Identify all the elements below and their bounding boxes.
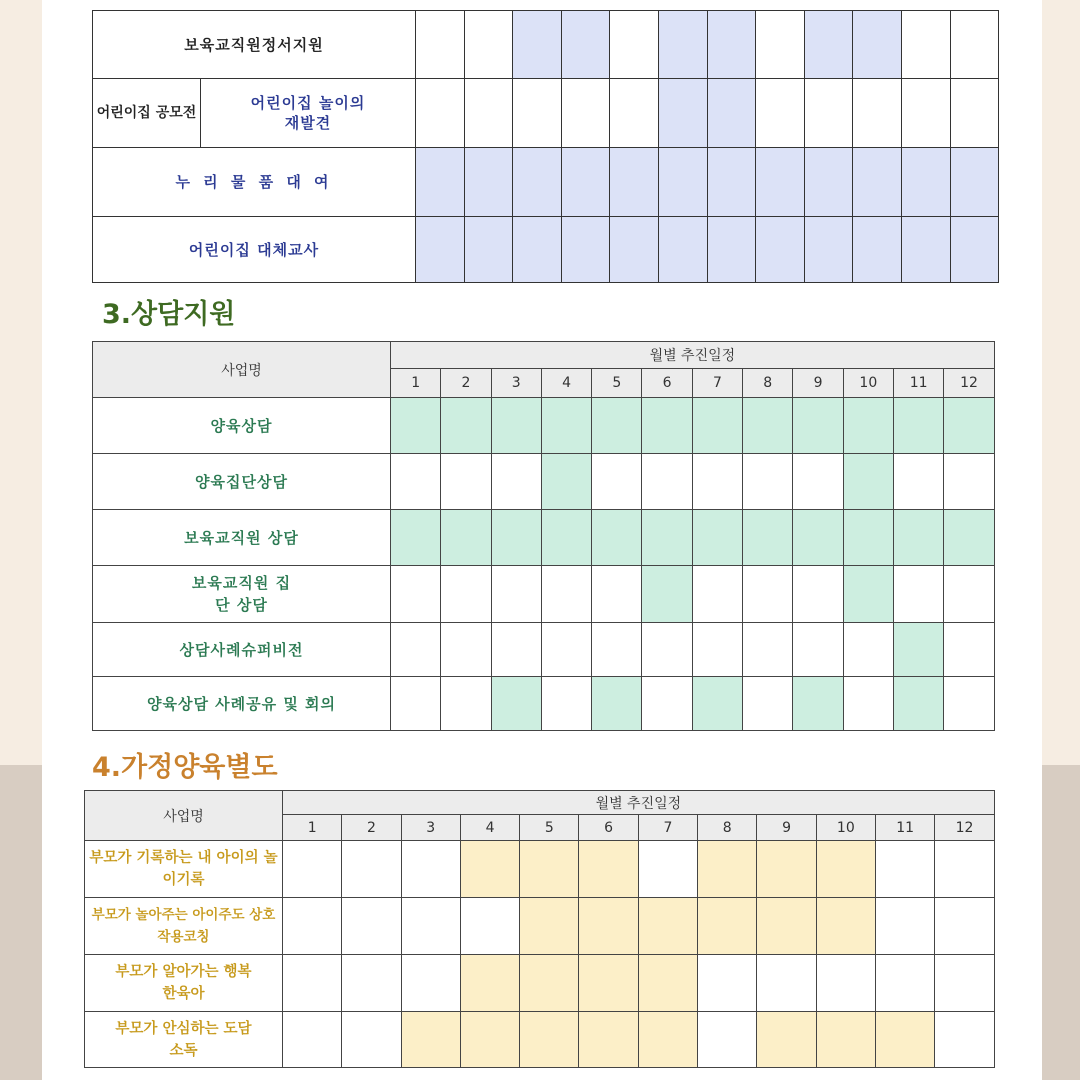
row-label: 누 리 물 품 대 여 xyxy=(93,148,416,217)
row-label: 부모가 놀아주는 아이주도 상호작용코칭 xyxy=(85,898,283,955)
month-cell xyxy=(592,623,642,677)
month-cell xyxy=(460,898,519,955)
schedule-table-top xyxy=(92,10,999,283)
month-cell xyxy=(756,79,805,148)
month-cell xyxy=(642,454,692,510)
month-header: 3 xyxy=(491,369,541,398)
month-cell xyxy=(610,11,659,79)
month-cell xyxy=(893,623,943,677)
month-header: 2 xyxy=(342,815,401,841)
month-header: 6 xyxy=(579,815,638,841)
table-row xyxy=(85,898,995,955)
row-label: 부모가 알아가는 행복한육아 xyxy=(85,955,283,1012)
month-cell xyxy=(513,79,562,148)
month-cell xyxy=(950,217,999,283)
month-header: 4 xyxy=(460,815,519,841)
month-cell xyxy=(698,1012,757,1068)
table-row xyxy=(93,148,999,217)
month-cell xyxy=(901,79,950,148)
month-cell xyxy=(853,79,902,148)
table-row xyxy=(93,510,995,566)
month-cell xyxy=(642,677,692,731)
month-cell xyxy=(541,398,591,454)
row-label: 보육교직원 집단 상담 xyxy=(93,566,391,623)
month-cell xyxy=(520,898,579,955)
month-cell xyxy=(520,955,579,1012)
month-cell xyxy=(561,217,610,283)
month-cell xyxy=(464,79,513,148)
month-cell xyxy=(901,217,950,283)
month-cell xyxy=(658,148,707,217)
month-cell xyxy=(901,148,950,217)
month-cell xyxy=(491,398,541,454)
month-cell xyxy=(441,510,491,566)
month-cell xyxy=(692,454,742,510)
month-cell xyxy=(793,398,843,454)
month-cell xyxy=(843,623,893,677)
month-header: 1 xyxy=(391,369,441,398)
month-cell xyxy=(464,11,513,79)
month-cell xyxy=(464,217,513,283)
header-business-name: 사업명 xyxy=(85,791,283,841)
month-cell xyxy=(743,677,793,731)
schedule-table-home-parenting xyxy=(84,790,995,1068)
month-cell xyxy=(592,454,642,510)
month-header: 4 xyxy=(541,369,591,398)
month-cell xyxy=(935,1012,994,1068)
month-cell xyxy=(391,454,441,510)
month-header: 5 xyxy=(520,815,579,841)
month-cell xyxy=(391,623,441,677)
month-cell xyxy=(816,898,875,955)
month-cell xyxy=(698,841,757,898)
header-monthly-schedule: 월별 추진일정 xyxy=(283,791,995,815)
month-cell xyxy=(642,566,692,623)
month-cell xyxy=(491,677,541,731)
month-cell xyxy=(944,510,994,566)
month-cell xyxy=(816,1012,875,1068)
month-cell xyxy=(541,566,591,623)
table-row xyxy=(93,11,999,79)
month-cell xyxy=(692,566,742,623)
month-cell xyxy=(950,79,999,148)
month-header: 8 xyxy=(698,815,757,841)
month-cell xyxy=(793,677,843,731)
month-cell xyxy=(757,1012,816,1068)
month-cell xyxy=(592,510,642,566)
month-cell xyxy=(391,566,441,623)
month-cell xyxy=(944,566,994,623)
month-cell xyxy=(401,1012,460,1068)
month-cell xyxy=(520,1012,579,1068)
month-cell xyxy=(638,898,697,955)
month-cell xyxy=(757,955,816,1012)
month-cell xyxy=(638,841,697,898)
month-cell xyxy=(875,1012,934,1068)
month-cell xyxy=(893,677,943,731)
month-cell xyxy=(342,955,401,1012)
month-cell xyxy=(757,841,816,898)
month-cell xyxy=(391,510,441,566)
month-cell xyxy=(283,955,342,1012)
month-header: 5 xyxy=(592,369,642,398)
month-cell xyxy=(843,454,893,510)
month-header: 1 xyxy=(283,815,342,841)
row-label: 상담사례슈퍼비전 xyxy=(93,623,391,677)
month-cell xyxy=(592,398,642,454)
month-cell xyxy=(743,566,793,623)
month-cell xyxy=(707,148,756,217)
month-cell xyxy=(692,398,742,454)
month-cell xyxy=(853,217,902,283)
month-cell xyxy=(698,898,757,955)
header-business-name: 사업명 xyxy=(93,342,391,398)
month-cell xyxy=(756,148,805,217)
month-cell xyxy=(579,841,638,898)
month-header: 10 xyxy=(816,815,875,841)
month-header: 7 xyxy=(638,815,697,841)
month-cell xyxy=(756,217,805,283)
month-cell xyxy=(642,398,692,454)
month-cell xyxy=(541,510,591,566)
month-cell xyxy=(561,148,610,217)
month-cell xyxy=(950,148,999,217)
section-title-home-parenting: 4.가정양육별도 xyxy=(92,752,278,783)
table-row xyxy=(85,1012,995,1068)
month-cell xyxy=(491,623,541,677)
row-group-label: 어린이집 공모전 xyxy=(93,79,201,148)
month-cell xyxy=(756,11,805,79)
section-title-counseling: 3.상담지원 xyxy=(102,299,236,330)
month-cell xyxy=(441,566,491,623)
month-cell xyxy=(441,677,491,731)
month-cell xyxy=(793,510,843,566)
row-label: 보육교직원 상담 xyxy=(93,510,391,566)
month-cell xyxy=(491,454,541,510)
month-cell xyxy=(416,11,465,79)
month-cell xyxy=(416,217,465,283)
month-cell xyxy=(441,623,491,677)
month-cell xyxy=(793,566,843,623)
month-cell xyxy=(743,454,793,510)
month-cell xyxy=(816,955,875,1012)
month-header: 10 xyxy=(843,369,893,398)
month-cell xyxy=(875,898,934,955)
month-cell xyxy=(592,677,642,731)
month-cell xyxy=(843,398,893,454)
month-cell xyxy=(698,955,757,1012)
month-cell xyxy=(561,11,610,79)
month-cell xyxy=(757,898,816,955)
month-cell xyxy=(342,1012,401,1068)
row-label: 양육상담 xyxy=(93,398,391,454)
month-cell xyxy=(561,79,610,148)
month-cell xyxy=(893,566,943,623)
month-cell xyxy=(416,148,465,217)
month-cell xyxy=(692,677,742,731)
month-cell xyxy=(642,623,692,677)
month-cell xyxy=(950,11,999,79)
month-cell xyxy=(513,148,562,217)
month-header: 12 xyxy=(944,369,994,398)
month-cell xyxy=(893,398,943,454)
month-cell xyxy=(804,79,853,148)
month-cell xyxy=(707,217,756,283)
table-row xyxy=(93,398,995,454)
table-row xyxy=(93,566,995,623)
month-cell xyxy=(875,955,934,1012)
month-header: 11 xyxy=(875,815,934,841)
month-cell xyxy=(342,841,401,898)
month-cell xyxy=(638,955,697,1012)
month-cell xyxy=(944,623,994,677)
month-cell xyxy=(541,623,591,677)
month-header: 9 xyxy=(793,369,843,398)
month-cell xyxy=(944,677,994,731)
month-cell xyxy=(283,1012,342,1068)
month-header: 11 xyxy=(893,369,943,398)
month-cell xyxy=(401,841,460,898)
month-cell xyxy=(391,398,441,454)
month-cell xyxy=(416,79,465,148)
month-cell xyxy=(658,79,707,148)
month-cell xyxy=(610,217,659,283)
month-cell xyxy=(342,898,401,955)
month-cell xyxy=(901,11,950,79)
month-cell xyxy=(793,454,843,510)
month-cell xyxy=(743,623,793,677)
month-cell xyxy=(935,898,994,955)
table-row xyxy=(93,79,999,148)
month-cell xyxy=(843,677,893,731)
row-label: 부모가 기록하는 내 아이의 놀이기록 xyxy=(85,841,283,898)
month-header: 12 xyxy=(935,815,994,841)
month-cell xyxy=(441,398,491,454)
month-cell xyxy=(793,623,843,677)
month-cell xyxy=(743,510,793,566)
month-cell xyxy=(283,898,342,955)
month-cell xyxy=(541,677,591,731)
row-label: 어린이집 놀이의 재발견 xyxy=(201,79,416,148)
month-cell xyxy=(853,148,902,217)
month-cell xyxy=(804,148,853,217)
month-cell xyxy=(816,841,875,898)
row-label: 양육상담 사례공유 및 회의 xyxy=(93,677,391,731)
month-cell xyxy=(875,841,934,898)
month-cell xyxy=(893,454,943,510)
row-label: 보육교직원정서지원 xyxy=(93,11,416,79)
month-cell xyxy=(464,148,513,217)
table-row xyxy=(85,841,995,898)
month-cell xyxy=(592,566,642,623)
month-cell xyxy=(893,510,943,566)
month-cell xyxy=(804,11,853,79)
row-label: 부모가 안심하는 도담소독 xyxy=(85,1012,283,1068)
header-monthly-schedule: 월별 추진일정 xyxy=(391,342,995,369)
month-header: 6 xyxy=(642,369,692,398)
month-cell xyxy=(520,841,579,898)
month-cell xyxy=(491,510,541,566)
table-row xyxy=(93,623,995,677)
month-cell xyxy=(935,841,994,898)
row-label: 어린이집 대체교사 xyxy=(93,217,416,283)
month-cell xyxy=(944,454,994,510)
month-cell xyxy=(743,398,793,454)
month-header: 9 xyxy=(757,815,816,841)
month-cell xyxy=(692,510,742,566)
month-header: 3 xyxy=(401,815,460,841)
month-cell xyxy=(642,510,692,566)
month-cell xyxy=(658,11,707,79)
schedule-table-counseling xyxy=(92,341,995,731)
month-cell xyxy=(513,217,562,283)
month-cell xyxy=(804,217,853,283)
month-cell xyxy=(610,79,659,148)
table-row xyxy=(93,677,995,731)
month-cell xyxy=(853,11,902,79)
month-cell xyxy=(638,1012,697,1068)
month-cell xyxy=(658,217,707,283)
month-cell xyxy=(843,566,893,623)
month-cell xyxy=(491,566,541,623)
month-cell xyxy=(391,677,441,731)
table-row xyxy=(93,217,999,283)
month-cell xyxy=(460,841,519,898)
month-cell xyxy=(610,148,659,217)
month-cell xyxy=(944,398,994,454)
month-cell xyxy=(513,11,562,79)
month-cell xyxy=(401,955,460,1012)
month-cell xyxy=(843,510,893,566)
month-cell xyxy=(401,898,460,955)
month-cell xyxy=(441,454,491,510)
month-cell xyxy=(579,1012,638,1068)
month-cell xyxy=(541,454,591,510)
month-cell xyxy=(460,955,519,1012)
month-cell xyxy=(935,955,994,1012)
month-cell xyxy=(460,1012,519,1068)
table-row xyxy=(85,955,995,1012)
month-header: 7 xyxy=(692,369,742,398)
month-cell xyxy=(707,79,756,148)
month-cell xyxy=(579,955,638,1012)
month-cell xyxy=(283,841,342,898)
month-cell xyxy=(579,898,638,955)
month-header: 2 xyxy=(441,369,491,398)
row-label: 양육집단상담 xyxy=(93,454,391,510)
month-header: 8 xyxy=(743,369,793,398)
month-cell xyxy=(707,11,756,79)
month-cell xyxy=(692,623,742,677)
table-row xyxy=(93,454,995,510)
